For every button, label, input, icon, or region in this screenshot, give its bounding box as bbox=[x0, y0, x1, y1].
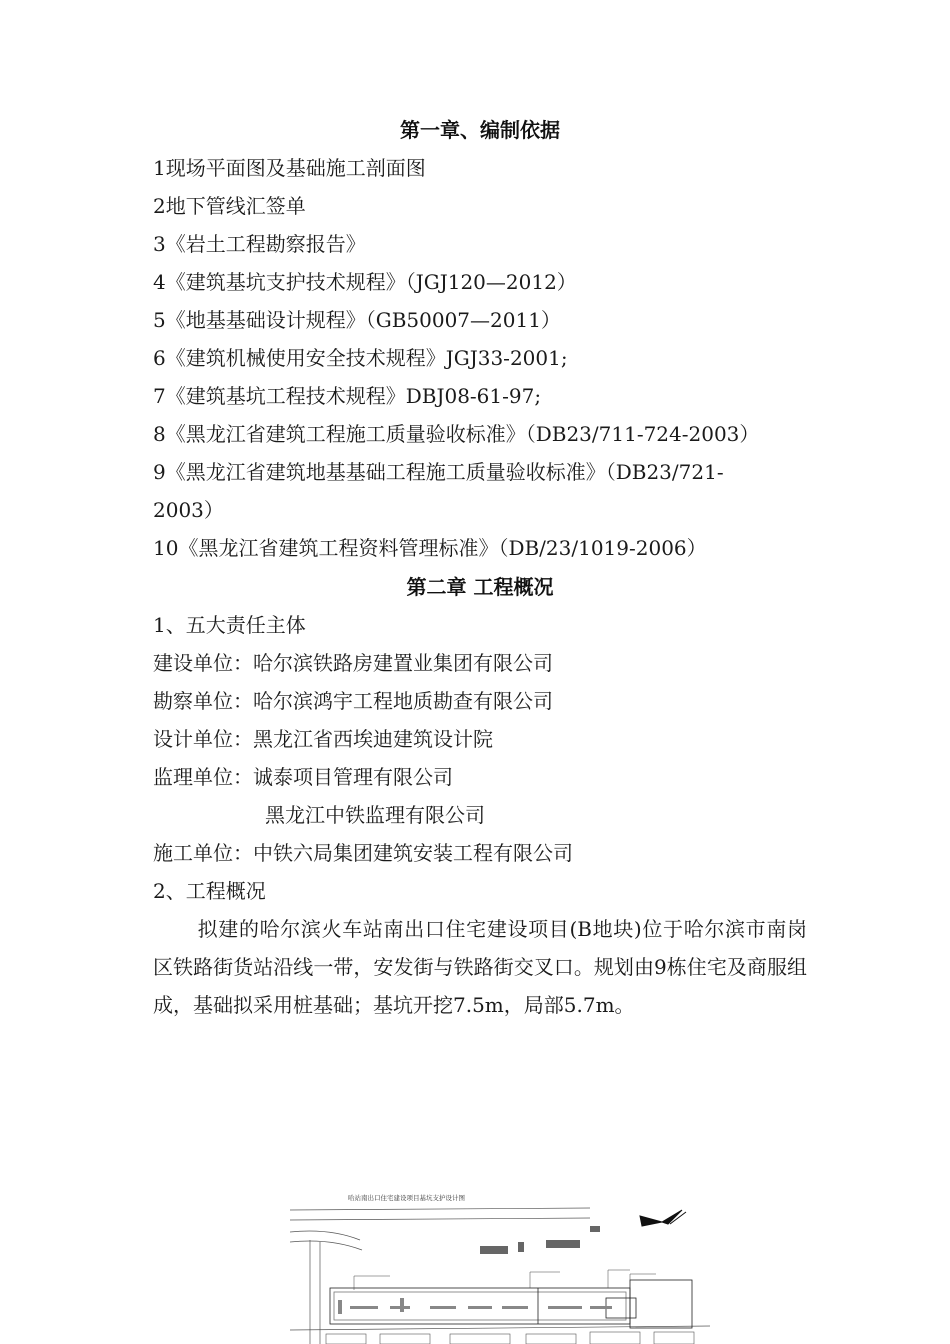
unit-construction: 建设单位：哈尔滨铁路房建置业集团有限公司 bbox=[153, 651, 553, 675]
section1-title: 1、五大责任主体 bbox=[153, 613, 306, 637]
unit-contractor: 施工单位：中铁六局集团建筑安装工程有限公司 bbox=[153, 841, 573, 865]
basis-item-10: 10《黑龙江省建筑工程资料管理标准》（DB/23/1019-2006） bbox=[153, 536, 707, 560]
site-plan-drawing bbox=[290, 1180, 710, 1344]
basis-item-1: 1现场平面图及基础施工剖面图 bbox=[153, 156, 426, 180]
unit-design: 设计单位：黑龙江省西埃迪建筑设计院 bbox=[153, 727, 493, 751]
basis-item-9-cont: 2003） bbox=[153, 498, 224, 522]
road-lines bbox=[290, 1208, 710, 1344]
basis-item-5: 5《地基基础设计规程》（GB50007—2011） bbox=[153, 308, 561, 332]
north-arrow-icon bbox=[640, 1210, 686, 1226]
existing-buildings bbox=[480, 1226, 600, 1254]
basis-item-4: 4《建筑基坑支护技术规程》（JGJ120—2012） bbox=[153, 270, 577, 294]
unit-supervision-2: 黑龙江中铁监理有限公司 bbox=[265, 803, 485, 827]
planned-buildings bbox=[338, 1298, 612, 1314]
chapter1-title: 第一章、编制依据 bbox=[400, 118, 560, 142]
basis-item-6: 6《建筑机械使用安全技术规程》JGJ33-2001; bbox=[153, 346, 568, 370]
annotation-leaders bbox=[354, 1270, 656, 1290]
unit-survey: 勘察单位：哈尔滨鸿宇工程地质勘查有限公司 bbox=[153, 689, 553, 713]
foundation-pit-outline bbox=[330, 1280, 692, 1328]
unit-supervision: 监理单位：诚泰项目管理有限公司 bbox=[153, 765, 453, 789]
basis-item-9: 9《黑龙江省建筑地基基础工程施工质量验收标准》（DB23/721- bbox=[153, 460, 724, 484]
basis-item-2: 2地下管线汇签单 bbox=[153, 194, 306, 218]
basis-item-8: 8《黑龙江省建筑工程施工质量验收标准》（DB23/711-724-2003） bbox=[153, 422, 760, 446]
street-blocks bbox=[326, 1332, 694, 1344]
basis-item-7: 7《建筑基坑工程技术规程》DBJ08-61-97; bbox=[153, 384, 542, 408]
overview-paragraph bbox=[153, 910, 807, 1024]
site-plan-svg bbox=[290, 1180, 710, 1344]
section2-title: 2、工程概况 bbox=[153, 879, 266, 903]
drawing-title: 哈站南出口住宅建设项目基坑支护设计图 bbox=[348, 1194, 465, 1202]
chapter2-title: 第二章 工程概况 bbox=[406, 575, 554, 599]
basis-item-3: 3《岩土工程勘察报告》 bbox=[153, 232, 366, 256]
overview-text: 拟建的哈尔滨火车站南出口住宅建设项目(B地块)位于哈尔滨市南岗区铁路街货站沿线一带，安发街与铁路街交叉口。规划由9栋住宅及商服组成，基础拟采用桩基础；基坑开挖7.5m，局部5.7m。 bbox=[153, 917, 807, 1017]
